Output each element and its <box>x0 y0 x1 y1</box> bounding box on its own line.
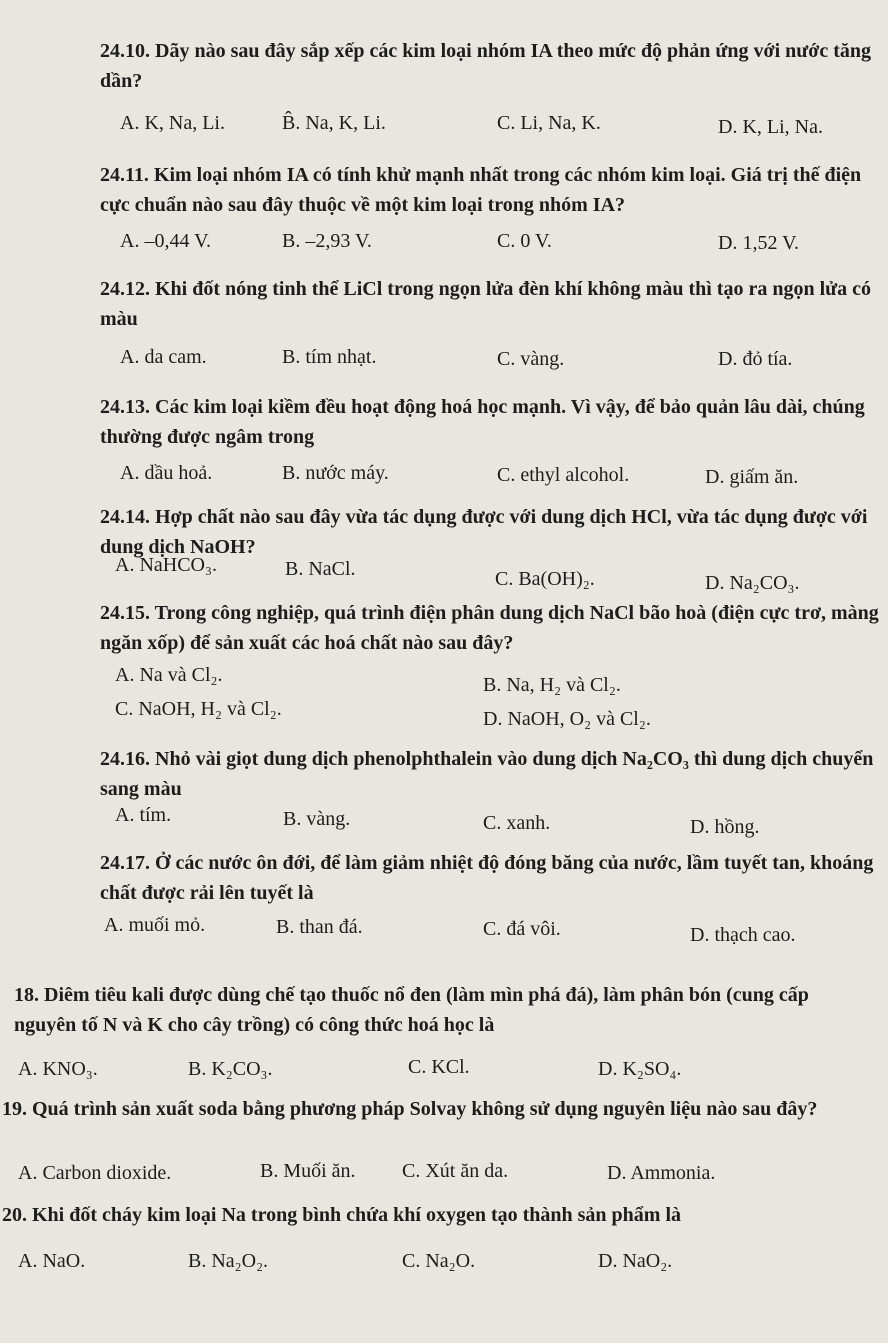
question-24-15 <box>100 598 880 658</box>
question-text: 19. Quá trình sản xuất soda bằng phương pháp Solvay không sử dụng nguyên liệu nào sau đây? <box>2 1098 818 1120</box>
option-d: D. NaOH, O₂ và Cl₂. <box>483 708 651 730</box>
question-text: 24.14. Hợp chất nào sau đây vừa tác dụng được với dung dịch HCl, vừa tác dụng được với dung dịch NaOH? <box>100 506 868 558</box>
option-b: B. Na, H₂ và Cl₂. <box>483 674 621 696</box>
option-a: A. dầu hoả. <box>120 462 213 484</box>
option-b: B. Muối ăn. <box>260 1160 356 1182</box>
question-text: 24.12. Khi đốt nóng tinh thể LiCl trong ngọn lửa đèn khí không màu thì tạo ra ngọn lửa có màu <box>100 278 872 330</box>
option-c: C. Xút ăn da. <box>402 1160 509 1182</box>
option-d: D. giấm ăn. <box>705 466 799 488</box>
option-c: C. Na₂O. <box>402 1250 476 1272</box>
option-c: C. 0 V. <box>497 230 552 252</box>
option-b: B. nước máy. <box>282 462 389 484</box>
option-a: A. tím. <box>115 804 172 826</box>
question-24-12 <box>100 274 880 334</box>
question-text: 24.11. Kim loại nhóm IA có tính khử mạnh nhất trong các nhóm kim loại. Giá trị thế điện cực chuẩn nào sau đây thuộc về một kim loại trong nhóm IA? <box>100 164 862 216</box>
question-text: 24.10. Dãy nào sau đây sắp xếp các kim loại nhóm IA theo mức độ phản ứng với nước tăng dần? <box>100 40 872 92</box>
question-18 <box>14 980 874 1040</box>
option-a: A. –0,44 V. <box>120 230 211 252</box>
question-text: 24.13. Các kim loại kiềm đều hoạt động hoá học mạnh. Vì vậy, để bảo quản lâu dài, chúng thường được ngâm trong <box>100 396 865 448</box>
question-20 <box>2 1200 874 1230</box>
option-b: B. tím nhạt. <box>282 346 377 368</box>
option-d: D. đỏ tía. <box>718 348 793 370</box>
option-a: A. KNO₃. <box>18 1058 98 1080</box>
option-c: C. KCl. <box>408 1056 470 1078</box>
question-text: 24.16. Nhỏ vài giọt dung dịch phenolphthalein vào dung dịch Na₂CO₃ thì dung dịch chuyển sang màu <box>100 748 874 800</box>
option-d: D. K₂SO₄. <box>598 1058 682 1080</box>
option-c: C. Ba(OH)₂. <box>495 568 595 590</box>
option-a: A. K, Na, Li. <box>120 112 225 134</box>
question-text: 24.15. Trong công nghiệp, quá trình điện phân dung dịch NaCl bão hoà (điện cực trơ, màng ngăn xốp) để sản xuất các hoá chất nào sau đây? <box>100 602 879 654</box>
question-19 <box>2 1094 874 1124</box>
option-c: C. xanh. <box>483 812 551 834</box>
question-24-13 <box>100 392 880 452</box>
option-d: D. 1,52 V. <box>718 232 799 254</box>
option-d: D. K, Li, Na. <box>718 116 823 138</box>
option-b: B. K₂CO₃. <box>188 1058 273 1080</box>
option-d: D. thạch cao. <box>690 924 796 946</box>
question-24-17 <box>100 848 880 908</box>
option-a: A. NaHCO₃. <box>115 554 217 576</box>
option-c: C. Li, Na, K. <box>497 112 601 134</box>
question-text: 24.17. Ở các nước ôn đới, để làm giảm nhiệt độ đóng băng của nước, lầm tuyết tan, khoáng chất được rải lên tuyết là <box>100 852 874 904</box>
question-24-11 <box>100 160 880 220</box>
option-c: C. vàng. <box>497 348 565 370</box>
question-24-14 <box>100 502 880 562</box>
option-a: A. da cam. <box>120 346 207 368</box>
question-24-10 <box>100 36 880 96</box>
option-a: A. muối mỏ. <box>104 914 206 936</box>
option-a: A. Na và Cl₂. <box>115 664 223 686</box>
question-text: 20. Khi đốt cháy kim loại Na trong bình chứa khí oxygen tạo thành sản phẩm là <box>2 1204 682 1226</box>
option-a: A. Carbon dioxide. <box>18 1162 172 1184</box>
option-d: D. NaO₂. <box>598 1250 673 1272</box>
option-c: C. NaOH, H₂ và Cl₂. <box>115 698 282 720</box>
option-b: B. –2,93 V. <box>282 230 372 252</box>
option-b: B̂. Na, K, Li. <box>282 112 386 134</box>
option-d: D. hồng. <box>690 816 760 838</box>
option-a: A. NaO. <box>18 1250 86 1272</box>
option-d: D. Ammonia. <box>607 1162 716 1184</box>
question-text: 18. Diêm tiêu kali được dùng chế tạo thuốc nổ đen (làm mìn phá đá), làm phân bón (cung cấp nguyên tố N và K cho cây trồng) có công thức hoá học là <box>14 984 809 1036</box>
option-b: B. Na₂O₂. <box>188 1250 269 1272</box>
option-c: C. đá vôi. <box>483 918 561 940</box>
option-b: B. vàng. <box>283 808 351 830</box>
option-c: C. ethyl alcohol. <box>497 464 630 486</box>
option-b: B. NaCl. <box>285 558 356 580</box>
option-b: B. than đá. <box>276 916 363 938</box>
question-24-16 <box>100 744 880 804</box>
option-d: D. Na₂CO₃. <box>705 572 800 594</box>
